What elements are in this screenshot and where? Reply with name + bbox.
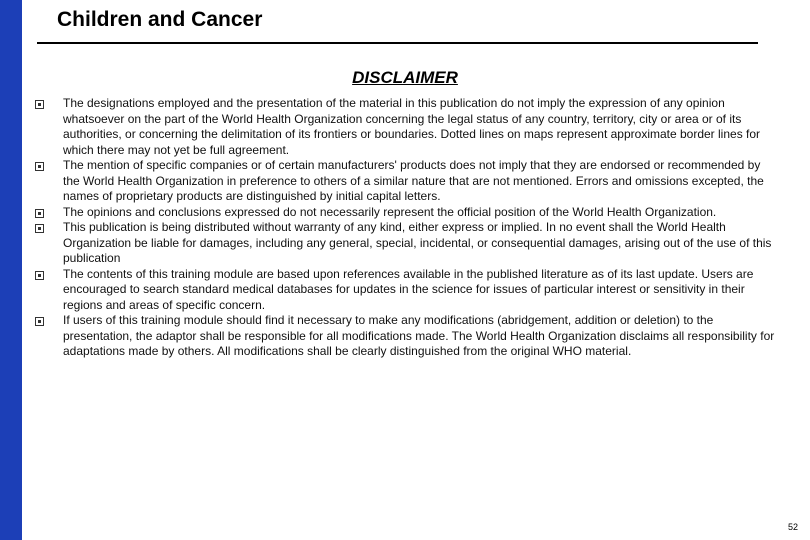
square-bullet-icon (35, 317, 44, 326)
list-item-text: The mention of specific companies or of certain manufacturers' products does not imply that they are endorsed or recommended by the World Health Organization in preference to others of a similar nature that are not mentioned. Errors and omissions excepted, the names of proprietary products are distinguished by initial capital letters. (63, 158, 764, 203)
disclaimer-list (35, 96, 780, 360)
square-bullet-icon (35, 162, 44, 171)
list-item (35, 205, 780, 221)
list-item (35, 313, 780, 360)
list-item (35, 220, 780, 267)
square-bullet-icon (35, 271, 44, 280)
square-bullet-icon (35, 209, 44, 218)
disclaimer-heading: DISCLAIMER (352, 68, 458, 87)
list-item-text: This publication is being distributed without warranty of any kind, either express or implied. In no event shall the World Health Organization be liable for damages, including any general, special, incidental, or consequential damages, arising out of the use of this publication (63, 220, 772, 265)
square-bullet-icon (35, 224, 44, 233)
list-item-text: The opinions and conclusions expressed do not necessarily represent the official position of the World Health Organization. (63, 204, 717, 219)
list-item-text: The designations employed and the presentation of the material in this publication do not imply the expression of any opinion whatsoever on the part of the World Health Organization concerning the legal status of any country, territory, city or area or of its authorities, or concerning the delimitation of its frontiers or boundaries. Dotted lines on maps represent approximate border lines for which there may not yet be full agreement. (63, 96, 761, 157)
page-number: 52 (787, 522, 798, 532)
list-item-text: If users of this training module should find it necessary to make any modifications (abridgement, addition or deletion) to the presentation, the adaptor shall be responsible for all modifications made. The World Health Organization disclaims all responsibility for adaptations made by others. All modifications shall be clearly distinguished from the original WHO material. (63, 313, 775, 358)
slide-title: Children and Cancer (57, 8, 263, 31)
list-item (35, 96, 780, 158)
title-divider (37, 42, 758, 44)
list-item (35, 158, 780, 205)
square-bullet-icon (35, 100, 44, 109)
list-item-text: The contents of this training module are based upon references available in the published literature as of its last update. Users are encouraged to search standard medical databases for updates in the science for issues of particular interest or sensitivity in their regions and areas of specific concern. (63, 266, 754, 312)
list-item (35, 267, 780, 314)
